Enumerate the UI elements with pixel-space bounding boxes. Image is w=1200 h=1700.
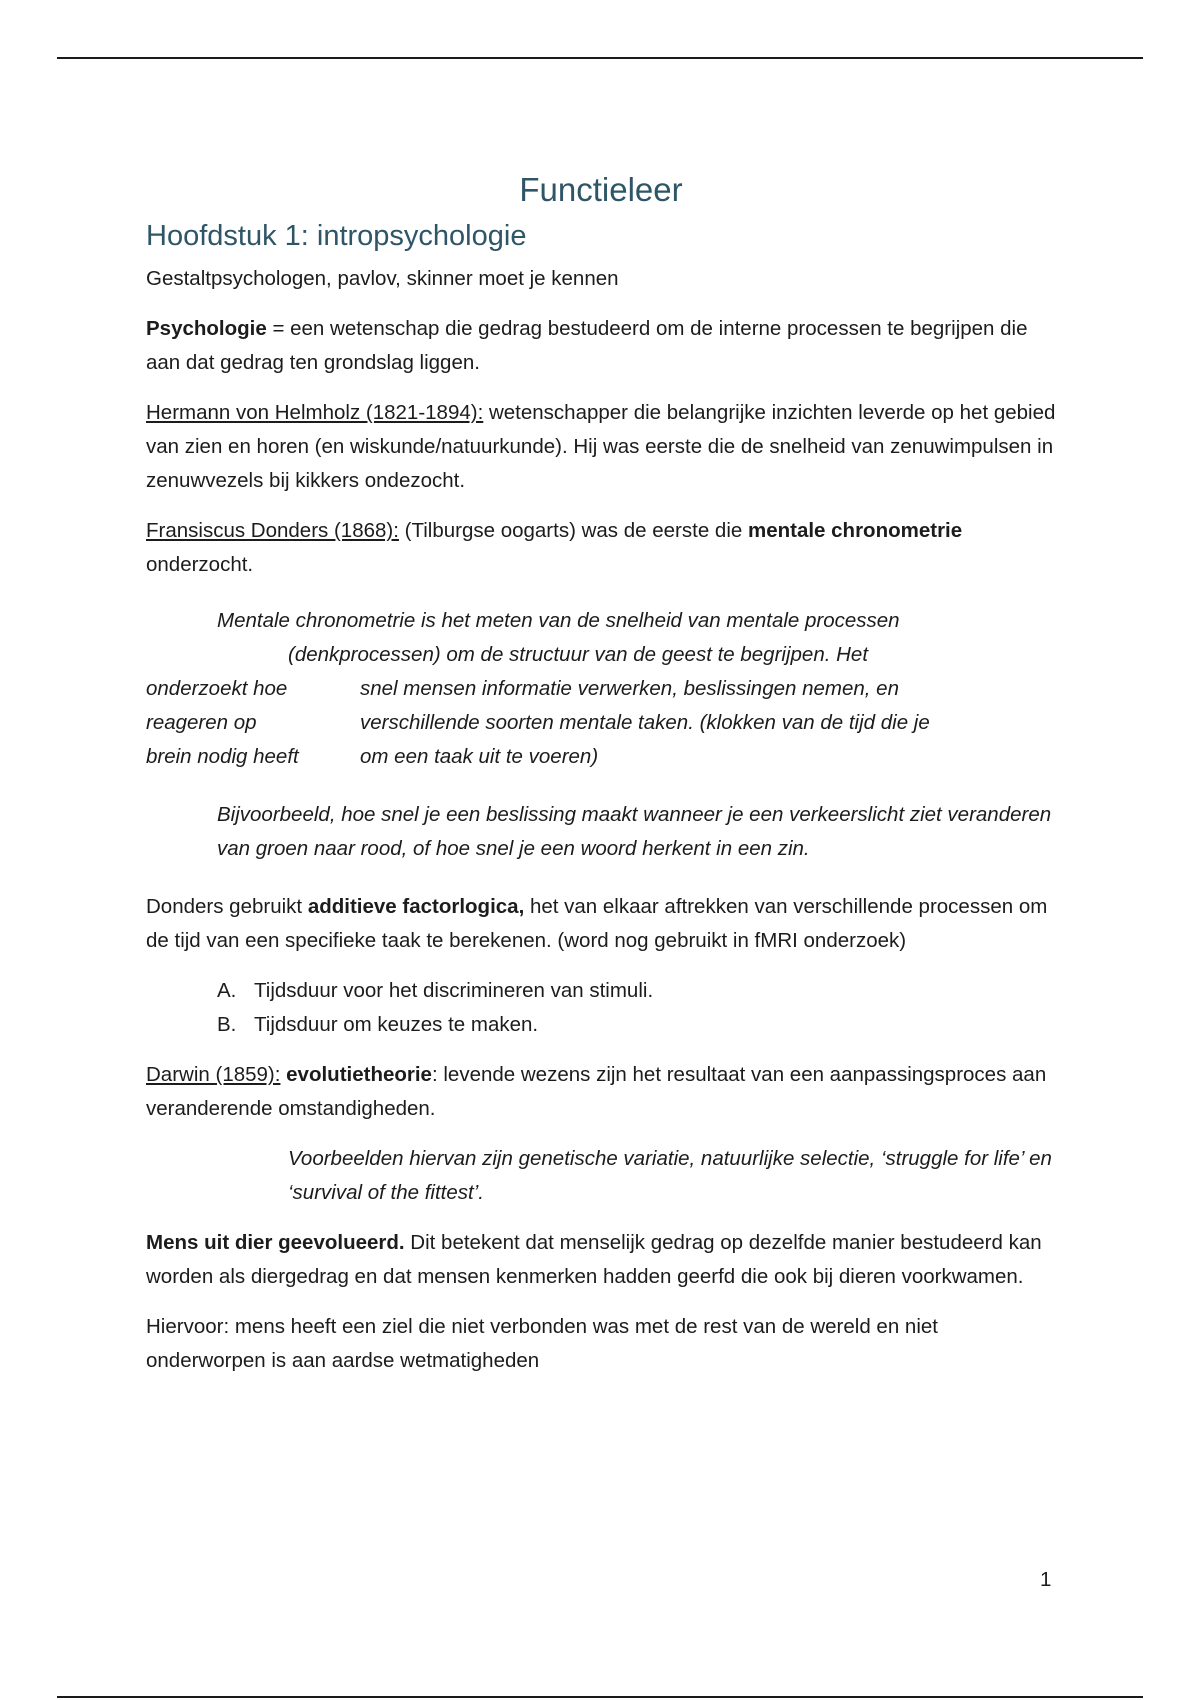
tijdsduur-list [146, 974, 1056, 1042]
page-number: 1 [1040, 1568, 1052, 1591]
additief-text-before: Donders gebruikt [146, 895, 308, 918]
darwin-term: evolutietheorie [280, 1063, 432, 1086]
quote-line-2: (denkprocessen) om de structuur van de geest te begrijpen. Het [288, 643, 869, 666]
list-marker: A. [217, 979, 237, 1002]
mens-text: Dit betekent dat menselijk gedrag op dezelfde manier bestudeerd kan worden als diergedrag en dat mensen kenmerken hadden geerfd die ook bij dieren voorkwamen. [146, 1231, 1042, 1288]
donders-label: Fransiscus Donders (1868): [146, 519, 399, 542]
top-rule [57, 57, 1143, 59]
list-item [146, 974, 1056, 1008]
quote-line-4-right: verschillende soorten mentale taken. (klokken van de tijd die je [360, 711, 930, 734]
helmholz-paragraph [146, 396, 1056, 498]
quote-line-3-right: snel mensen informatie verwerken, beslissingen nemen, en [360, 677, 899, 700]
list-text: Tijdsduur voor het discrimineren van stimuli. [254, 979, 654, 1002]
intro-text: Gestaltpsychologen, pavlov, skinner moet je kennen [146, 267, 619, 290]
quote-line-3 [146, 672, 1056, 706]
chronometrie-quote [146, 604, 1056, 774]
document-title: Functieleer [519, 171, 683, 208]
darwin-label: Darwin (1859): [146, 1063, 281, 1086]
list-marker: B. [217, 1013, 237, 1036]
list-item [146, 1008, 1056, 1042]
hiervoor-text: Hiervoor: mens heeft een ziel die niet verbonden was met de rest van de wereld en niet onderworpen is aan aardse wetmatigheden [146, 1315, 938, 1372]
darwin-text: : levende wezens zijn het resultaat van een aanpassingsproces aan veranderende omstandigheden. [146, 1063, 1047, 1120]
quote-line-4 [146, 706, 1056, 740]
chapter-heading: Hoofdstuk 1: intropsychologie [146, 220, 527, 252]
list-text: Tijdsduur om keuzes te maken. [254, 1013, 539, 1036]
donders-term: mentale chronometrie [747, 519, 963, 542]
page-content [146, 168, 1056, 1394]
donders-text-after: onderzocht. [146, 553, 254, 576]
example-paragraph: Bijvoorbeeld, hoe snel je een beslissing maakt wanneer je een verkeerslicht ziet veranderen van groen naar rood, of hoe snel je een woord herkent in een zin. [217, 803, 1052, 860]
helmholz-text: wetenschapper die belangrijke inzichten leverde op het gebied van zien en horen (en wiskunde/natuurkunde). Hij was eerste die de snelheid van zenuwimpulsen in zenuwvezels bij kikkers ondezocht. [146, 401, 1056, 492]
darwin-paragraph [146, 1058, 1056, 1126]
mens-paragraph [146, 1226, 1056, 1294]
quote-line-5-right: om een taak uit te voeren) [360, 745, 599, 768]
psychologie-text: = een wetenschap die gedrag bestudeerd om de interne processen te begrijpen die aan dat gedrag ten grondslag liggen. [146, 317, 1028, 374]
intro-paragraph [146, 262, 1056, 296]
voorbeelden-paragraph: Voorbeelden hiervan zijn genetische variatie, natuurlijke selectie, ‘struggle for life’ en ‘survival of the fittest’. [288, 1147, 1052, 1204]
quote-line-3-left: onderzoekt hoe [146, 677, 288, 700]
hiervoor-paragraph [146, 1310, 1056, 1378]
additief-text-after: het van elkaar aftrekken van verschillende processen om de tijd van een specifieke taak te berekenen. (word nog gebruikt in fMRI onderzoek) [146, 895, 1048, 952]
quote-line-5 [146, 740, 1056, 774]
psychologie-term: Psychologie [146, 317, 267, 340]
donders-text-before: (Tilburgse oogarts) was de eerste die [398, 519, 748, 542]
quote-line-4-left: reageren op [146, 711, 257, 734]
donders-paragraph [146, 514, 1056, 582]
psychologie-paragraph [146, 312, 1056, 380]
mens-term: Mens uit dier geevolueerd. [146, 1231, 405, 1254]
bottom-rule [57, 1696, 1143, 1698]
additief-paragraph [146, 890, 1056, 958]
additief-term: additieve factorlogica, [307, 895, 525, 918]
quote-line-1: Mentale chronometrie is het meten van de snelheid van mentale processen [217, 609, 900, 632]
quote-line-5-left: brein nodig heeft [146, 745, 299, 768]
helmholz-label: Hermann von Helmholz (1821-1894): [146, 401, 484, 424]
